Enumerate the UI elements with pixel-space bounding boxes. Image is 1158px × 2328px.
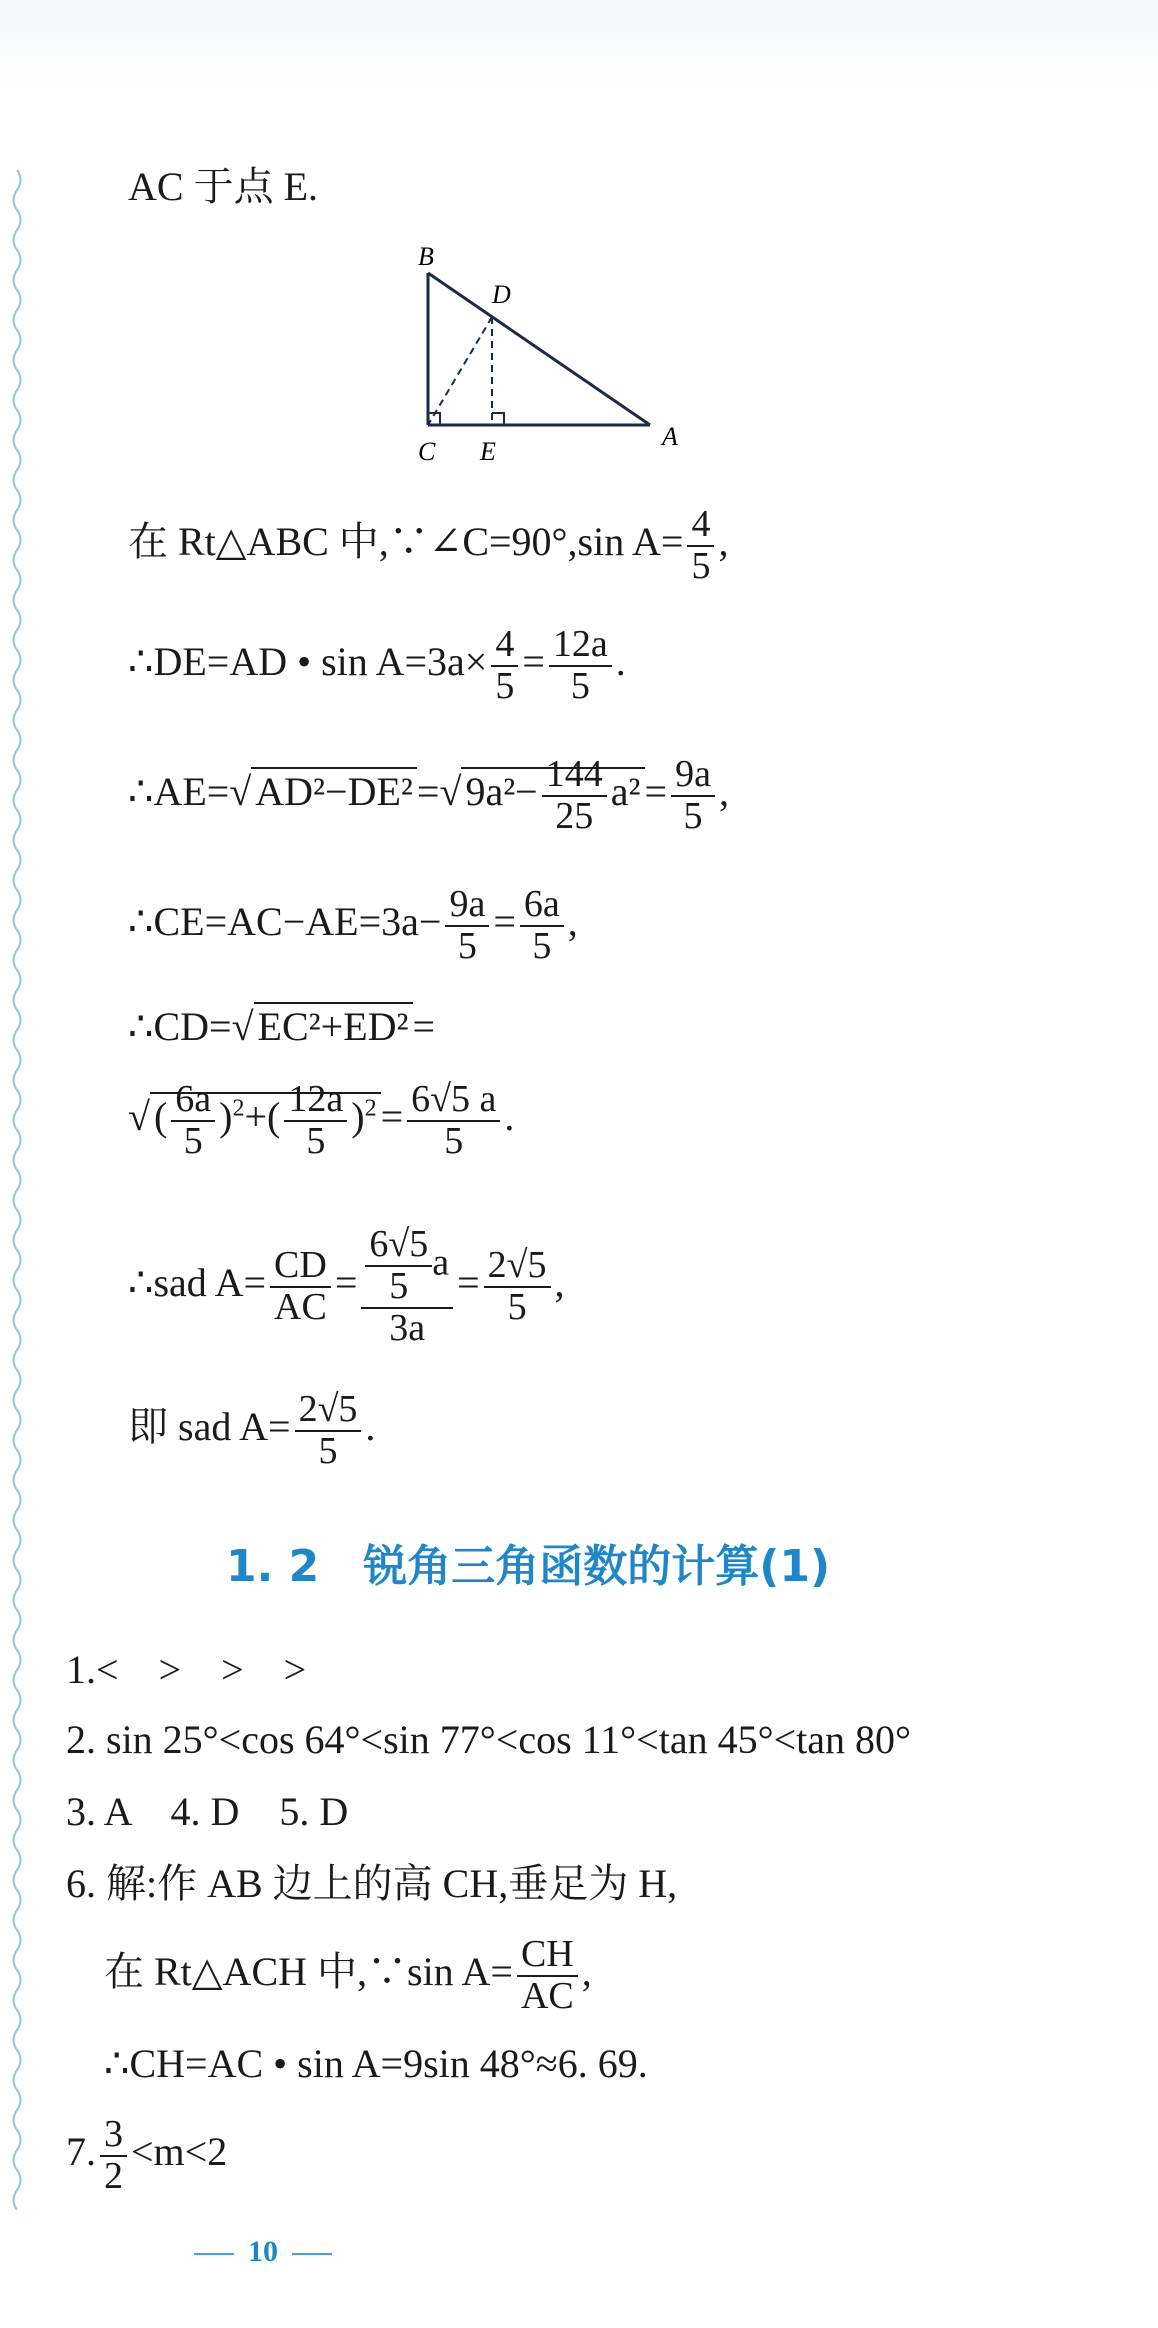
- line-ac-point-e: AC 于点 E.: [128, 164, 318, 209]
- answer-2: 2. sin 25°<cos 64°<sin 77°<cos 11°<tan 45°<tan 80°: [66, 1717, 912, 1762]
- line-sad-a-result: 即 sad A= $\frac{2√5}{5}$ .: [128, 1388, 376, 1472]
- line-cd: ∴CD=√ EC²+ED² =: [128, 1004, 436, 1049]
- answer-7: 7. $\frac{3}{2}$ <m<2: [66, 2113, 228, 2197]
- line-ae: ∴AE=√ AD²−DE² =√ 9a²− $\frac{144}{25}$ a² = $\frac{9a}{5}$ ,: [128, 753, 729, 837]
- line-de: ∴DE=AD • sin A=3a× $\frac{4}{5}$ = $\frac{12a}{5}$ .: [128, 623, 626, 707]
- line-cd-value: √ ( $\frac{6a}{5}$ )$^2$+( $\frac{12a}{5}$ )$^2$ = $\frac{6√5 a}{5}$ .: [128, 1078, 515, 1162]
- label-e: E: [480, 437, 496, 466]
- answer-6: 6. 解:作 AB 边上的高 CH,垂足为 H,: [66, 1861, 678, 1906]
- answer-6-step-1: 在 Rt△ACH 中,∵sin A= $\frac{CH}{AC}$ ,: [104, 1933, 592, 2017]
- margin-zigzag-decoration: [10, 170, 24, 2210]
- line-sad-a: ∴sad A= $\frac{CD}{AC}$ = $\frac{6√5}{5}$ a 3a = $\frac{2√5}{5}$ ,: [128, 1223, 565, 1349]
- page-number: 10: [180, 2235, 346, 2269]
- answer-6-step-2: ∴CH=AC • sin A=9sin 48°≈6. 69.: [104, 2041, 648, 2086]
- answer-1: 1.< > > >: [66, 1647, 307, 1692]
- answer-3-5: 3. A 4. D 5. D: [66, 1789, 349, 1834]
- label-c: C: [418, 437, 436, 466]
- top-band: [0, 0, 1158, 90]
- triangle-figure: [400, 235, 720, 475]
- section-heading: 1. 2 锐角三角函数的计算(1): [226, 1541, 831, 1592]
- label-d: D: [492, 280, 511, 309]
- label-b: B: [418, 242, 434, 271]
- line-ce: ∴CE=AC−AE=3a− $\frac{9a}{5}$ = $\frac{6a}{5}$ ,: [128, 883, 578, 967]
- line-sin-a: 在 Rt△ABC 中,∵∠C=90°,sin A= $\frac{4}{5}$ ,: [128, 503, 729, 587]
- label-a: A: [662, 422, 678, 451]
